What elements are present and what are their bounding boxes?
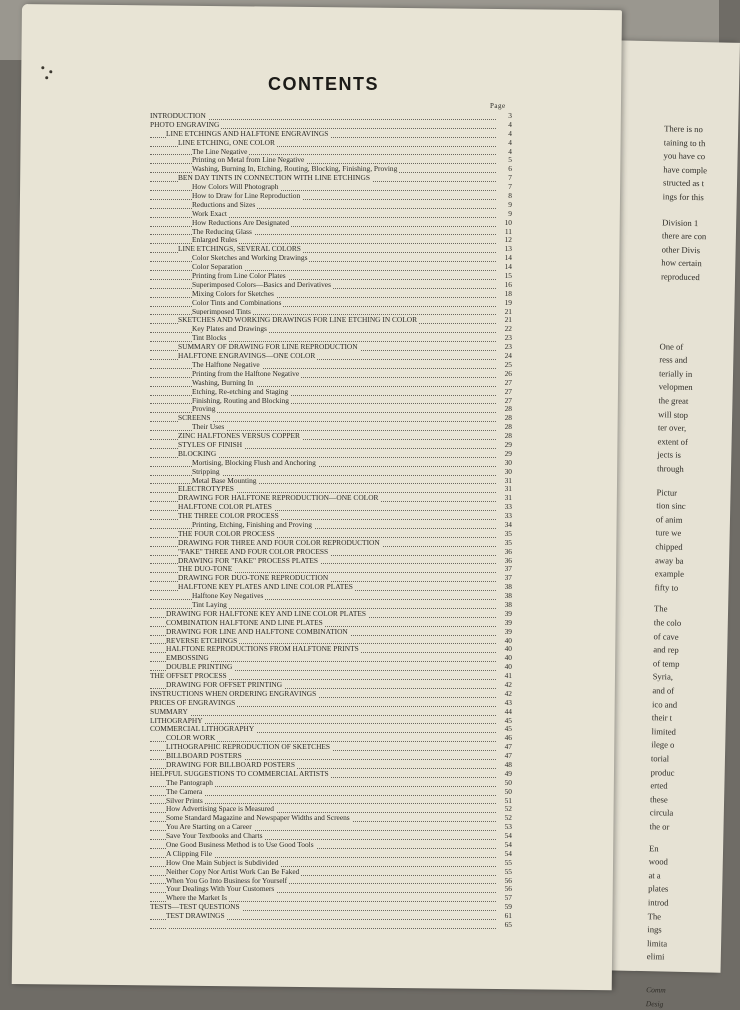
- toc-entry-page: 4: [498, 139, 512, 148]
- toc-entry-label: The Line Negative: [192, 146, 248, 156]
- toc-entry-label: How Colors Will Photograph: [192, 182, 279, 192]
- right-page-text-line: introd: [647, 897, 669, 908]
- toc-entry-page: 33: [498, 503, 512, 512]
- toc-entry-label: Your Dealings With Your Customers: [166, 884, 275, 894]
- right-page-text-line: ico and: [652, 698, 678, 710]
- toc-entry-label: COMBINATION HALFTONE AND LINE PLATES: [166, 617, 323, 627]
- right-page-text-line: the great: [658, 395, 689, 406]
- toc-entry-label: Finishing, Routing and Blocking: [192, 395, 289, 405]
- toc-entry-label: Metal Base Mounting: [192, 475, 257, 485]
- toc-entry-label: Washing, Burning In, Etching, Routing, Blocking, Finishing, Proving: [192, 164, 398, 174]
- toc-entry-page: 41: [498, 672, 512, 681]
- toc-entry-label: TEST DRAWINGS: [166, 911, 225, 921]
- toc-entry-label: DRAWING FOR DUO-TONE REPRODUCTION: [178, 573, 329, 583]
- toc-entry-label: THE DUO-TONE: [178, 564, 233, 574]
- toc-entry-label: Color Separation: [192, 262, 243, 272]
- toc-entry-page: 13: [498, 245, 512, 254]
- toc-entry-label: The Camera: [166, 786, 203, 796]
- toc-entry-page: 7: [498, 174, 512, 183]
- toc-entry-page: 30: [498, 459, 512, 468]
- toc-entry-page: 4: [498, 130, 512, 139]
- right-page-text-line: ings: [647, 924, 662, 935]
- toc-entry-label: SKETCHES AND WORKING DRAWINGS FOR LINE ETCHING IN COLOR: [178, 315, 418, 325]
- right-page-text-line: of cave: [653, 630, 679, 642]
- toc-entry-label: One Good Business Method is to Use Good Tools: [166, 840, 314, 850]
- toc-entry-page: 28: [498, 405, 512, 414]
- toc-entry-label: [166, 920, 168, 929]
- toc-entry-page: 19: [498, 299, 512, 308]
- toc-entry-label: THE OFFSET PROCESS: [150, 671, 227, 681]
- toc-entry-label: Neither Copy Nor Artist Work Can Be Faked: [166, 866, 300, 876]
- toc-entry-label: Enlarged Rules: [192, 235, 238, 245]
- toc-entry-label: Where the Market Is: [166, 893, 227, 903]
- right-page-text-line: ilege o: [651, 739, 675, 751]
- right-page-text-line: other Divis: [661, 244, 701, 255]
- toc-entry-page: 49: [498, 770, 512, 779]
- toc-entry-page: 31: [498, 494, 512, 503]
- toc-entry-label: Halftone Key Negatives: [192, 591, 264, 601]
- right-page-text-line: have comple: [663, 164, 708, 176]
- toc-entry-page: 9: [498, 210, 512, 219]
- toc-entry-page: 40: [498, 654, 512, 663]
- toc-entry-label: How One Main Subject is Subdivided: [166, 857, 279, 867]
- toc-entry-page: 5: [498, 156, 512, 165]
- toc-entry-label: COMMERCIAL LITHOGRAPHY: [150, 724, 255, 734]
- toc-entry-label: DOUBLE PRINTING: [166, 662, 233, 672]
- toc-entry-label: THE FOUR COLOR PROCESS: [178, 528, 275, 538]
- toc-entry-page: 28: [498, 423, 512, 432]
- toc-entry-label: Printing, Etching, Finishing and Proving: [192, 519, 312, 529]
- toc-entry-page: 40: [498, 645, 512, 654]
- toc-entry-page: 34: [498, 521, 512, 530]
- right-page-text-line: structed as t: [662, 177, 705, 189]
- right-page-text-line: how certain: [661, 257, 702, 269]
- toc-entry-page: 50: [498, 779, 512, 788]
- toc-entry-page: 47: [498, 743, 512, 752]
- toc-entry-page: 14: [498, 263, 512, 272]
- toc-entry-page: 21: [498, 308, 512, 317]
- ink-spot: [49, 70, 52, 73]
- toc-entry-label: Proving: [192, 404, 216, 414]
- toc-entry-label: HALFTONE REPRODUCTIONS FROM HALFTONE PRINTS: [166, 644, 359, 654]
- toc-entry-page: 38: [498, 601, 512, 610]
- toc-entry-label: Some Standard Magazine and Newspaper Widths and Screens: [166, 813, 350, 823]
- toc-entry-page: 51: [498, 797, 512, 806]
- toc-entry-page: 55: [498, 859, 512, 868]
- toc-entry-page: 21: [498, 316, 512, 325]
- toc-entry-page: 37: [498, 565, 512, 574]
- toc-entry-page: 24: [498, 352, 512, 361]
- toc-entry-page: 30: [498, 468, 512, 477]
- toc-entry-page: 53: [498, 823, 512, 832]
- toc-entry-label: LINE ETCHINGS, SEVERAL COLORS: [178, 244, 301, 254]
- toc-entry-label: DRAWING FOR "FAKE" PROCESS PLATES: [178, 555, 318, 565]
- toc-entry-label: DRAWING FOR BILLBOARD POSTERS: [166, 760, 295, 770]
- toc-entry-label: LINE ETCHING, ONE COLOR: [178, 137, 275, 147]
- toc-entry-label: SUMMARY OF DRAWING FOR LINE REPRODUCTION: [178, 342, 358, 352]
- toc-entry-page: 54: [498, 850, 512, 859]
- toc-entry-page: 3: [498, 112, 512, 121]
- toc-entry-label: HALFTONE ENGRAVINGS—ONE COLOR: [178, 351, 316, 361]
- toc-entry-label: How to Draw for Line Reproduction: [192, 191, 301, 201]
- toc-entry-label: Stripping: [192, 466, 220, 476]
- toc-entry-page: 27: [498, 397, 512, 406]
- toc-entry-label: "FAKE" THREE AND FOUR COLOR PROCESS: [178, 546, 329, 556]
- right-page-text-line: tion sinc: [656, 500, 686, 512]
- toc-entry-page: 54: [498, 832, 512, 841]
- right-page-text-line: erted: [650, 780, 668, 791]
- toc-entry-page: 22: [498, 325, 512, 334]
- right-page-text-line: you have co: [663, 150, 706, 162]
- toc-entry-label: The Halftone Negative: [192, 359, 260, 369]
- toc-entry-label: DRAWING FOR THREE AND FOUR COLOR REPRODUCTION: [178, 537, 380, 547]
- toc-entry-label: BEN DAY TINTS IN CONNECTION WITH LINE ETCHINGS: [178, 173, 370, 183]
- right-page-text-line: wood: [648, 856, 669, 867]
- toc-entry-label: THE THREE COLOR PROCESS: [178, 511, 279, 521]
- toc-entry-label: Reductions and Sizes: [192, 199, 256, 209]
- ink-spot: [45, 76, 48, 79]
- toc-entry-page: 11: [498, 228, 512, 237]
- toc-entry-label: How Reductions Are Designated: [192, 217, 290, 227]
- toc-entry-label: Work Exact: [192, 208, 227, 218]
- right-page-text-line: Comm: [646, 985, 666, 995]
- right-page-text-line: ress and: [659, 354, 688, 366]
- toc-entry-label: Silver Prints: [166, 795, 203, 805]
- right-page-text-line: limita: [646, 937, 668, 949]
- toc-entry-label: REVERSE ETCHINGS: [166, 635, 238, 645]
- toc-entry-label: The Reducing Glass: [192, 226, 252, 236]
- toc-entry-label: INSTRUCTIONS WHEN ORDERING ENGRAVINGS: [150, 688, 317, 698]
- right-page-text-line: at a: [648, 869, 661, 881]
- right-page-text-line: ings for this: [662, 191, 704, 203]
- right-page-text-line: fifty to: [654, 582, 679, 593]
- right-page-text-line: these: [650, 794, 668, 805]
- right-page-text-line: plates: [648, 883, 669, 895]
- toc-entry-page: 42: [498, 681, 512, 690]
- toc-entry-label: DRAWING FOR LINE AND HALFTONE COMBINATION: [166, 626, 348, 636]
- toc-entry-label: Their Uses: [192, 422, 225, 432]
- toc-entry-page: 16: [498, 281, 512, 290]
- toc-entry-page: 45: [498, 725, 512, 734]
- right-page-text-line: the or: [649, 821, 670, 832]
- toc-entry-label: PRICES OF ENGRAVINGS: [150, 697, 236, 707]
- toc-entry-page: 35: [498, 539, 512, 548]
- toc-entry-label: LITHOGRAPHIC REPRODUCTION OF SKETCHES: [166, 742, 331, 752]
- right-page-text-line: ter over,: [657, 422, 687, 434]
- toc-entry-page: 57: [498, 894, 512, 903]
- toc-entry-page: 4: [498, 148, 512, 157]
- toc-entry-label: LITHOGRAPHY: [150, 715, 203, 725]
- toc-entry-label: When You Go Into Business for Yourself: [166, 875, 288, 885]
- toc-entry-page: 48: [498, 761, 512, 770]
- toc-entry-page: 61: [498, 912, 512, 921]
- toc-entry-page: 6: [498, 165, 512, 174]
- right-page-text-line: limited: [651, 726, 676, 737]
- right-page-text-line: There is no: [664, 123, 703, 135]
- toc-entry-page: 36: [498, 548, 512, 557]
- toc-entry-page: 35: [498, 530, 512, 539]
- toc-entry-page: 56: [498, 885, 512, 894]
- toc-entry-label: COLOR WORK: [166, 733, 216, 743]
- toc-entry-label: Color Sketches and Working Drawings: [192, 253, 308, 263]
- right-page-text-line: ture we: [655, 527, 682, 539]
- toc-entry-label: HALFTONE COLOR PLATES: [178, 502, 272, 512]
- toc-entry-page: 47: [498, 752, 512, 761]
- right-page-text-line: and of: [652, 685, 675, 696]
- right-page-text-line: example: [654, 568, 685, 580]
- toc-entry-page: 46: [498, 734, 512, 743]
- right-page-text-line: the colo: [653, 617, 682, 628]
- toc-entry-label: Printing on Metal from Line Negative: [192, 155, 305, 165]
- toc-entry-page: 55: [498, 868, 512, 877]
- toc-entry-label: HALFTONE KEY PLATES AND LINE COLOR PLATES: [178, 582, 353, 592]
- right-page-text-line: The: [653, 603, 668, 614]
- toc-entry-page: 59: [498, 903, 512, 912]
- right-page-text-line: One of: [659, 340, 684, 352]
- toc-entry-page: 42: [498, 690, 512, 699]
- dot-leader: [150, 928, 496, 929]
- toc-entry-page: 45: [498, 717, 512, 726]
- toc-entry-page: 52: [498, 814, 512, 823]
- toc-entry-page: 52: [498, 805, 512, 814]
- toc-entry-label: INTRODUCTION: [150, 111, 206, 120]
- right-page-text-line: through: [656, 463, 684, 474]
- right-page-text-line: reproduced: [660, 271, 700, 283]
- toc-entry-label: LINE ETCHINGS AND HALFTONE ENGRAVINGS: [166, 128, 329, 138]
- toc-entry-label: PHOTO ENGRAVING: [150, 119, 220, 129]
- toc-entry-page: 27: [498, 379, 512, 388]
- toc-entry-page: 14: [498, 254, 512, 263]
- toc-entry-page: 39: [498, 628, 512, 637]
- ink-spot: [41, 66, 44, 69]
- toc-entry-label: Washing, Burning In: [192, 377, 254, 387]
- toc-entry-label: ZINC HALFTONES VERSUS COPPER: [178, 431, 300, 441]
- toc-entry-label: HELPFUL SUGGESTIONS TO COMMERCIAL ARTISTS: [150, 768, 329, 778]
- toc-entry: [150, 779, 512, 788]
- toc-entry-page: 38: [498, 592, 512, 601]
- toc-entry-label: Tint Laying: [192, 599, 227, 609]
- toc-entry: [150, 921, 512, 930]
- table-of-contents: [150, 112, 512, 930]
- right-page-text-line: chipped: [655, 541, 683, 552]
- toc-entry-page: 23: [498, 343, 512, 352]
- toc-entry-page: 31: [498, 477, 512, 486]
- right-page-text-line: taining to th: [663, 136, 706, 148]
- toc-entry-page: 39: [498, 619, 512, 628]
- toc-entry-page: 37: [498, 574, 512, 583]
- right-page-text-line: and rep: [653, 644, 679, 655]
- toc-entry-label: TESTS—TEST QUESTIONS: [150, 902, 240, 912]
- right-page-text-line: The: [647, 910, 662, 922]
- toc-entry-page: 43: [498, 699, 512, 708]
- right-page-text-line: extent of: [657, 436, 689, 447]
- toc-entry-page: 56: [498, 877, 512, 886]
- right-page-text-line: torial: [650, 753, 670, 764]
- toc-entry-label: The Pantograph: [166, 777, 213, 787]
- right-page-text-line: Desig: [645, 998, 664, 1009]
- toc-entry-label: Color Tints and Combinations: [192, 297, 282, 307]
- toc-entry-label: A Clipping File: [166, 848, 212, 858]
- toc-entry-label: DRAWING FOR HALFTONE REPRODUCTION—ONE COLOR: [178, 493, 379, 503]
- right-page-text-line: their t: [651, 712, 673, 723]
- toc-entry-page: 7: [498, 183, 512, 192]
- right-page-text-line: away ba: [655, 554, 684, 566]
- toc-entry: [150, 912, 512, 921]
- toc-entry-page: 18: [498, 290, 512, 299]
- toc-entry-page: 33: [498, 512, 512, 521]
- toc-entry-label: You Are Starting on a Career: [166, 822, 252, 832]
- toc-entry: [150, 699, 512, 708]
- toc-entry-page: 25: [498, 361, 512, 370]
- toc-entry-page: 10: [498, 219, 512, 228]
- toc-entry-label: Printing from the Halftone Negative: [192, 368, 300, 378]
- right-page-text-line: of anim: [655, 514, 683, 525]
- toc-entry-page: 8: [498, 192, 512, 201]
- toc-entry-label: Superimposed Tints: [192, 306, 251, 316]
- toc-entry-label: Etching, Re-etching and Staging: [192, 386, 289, 396]
- right-page-text-line: En: [648, 842, 659, 853]
- toc-entry-page: 36: [498, 557, 512, 566]
- toc-entry-page: 28: [498, 414, 512, 423]
- toc-entry-label: SUMMARY: [150, 706, 188, 716]
- toc-entry-page: 40: [498, 663, 512, 672]
- toc-entry-page: 23: [498, 334, 512, 343]
- toc-entry-page: 4: [498, 121, 512, 130]
- right-page-text-line: Division 1: [662, 216, 699, 228]
- toc-entry-page: 29: [498, 450, 512, 459]
- toc-entry-page: 9: [498, 201, 512, 210]
- toc-entry-page: 26: [498, 370, 512, 379]
- toc-entry-page: 50: [498, 788, 512, 797]
- toc-entry-label: STYLES OF FINISH: [178, 439, 243, 449]
- toc-entry-label: Mortising, Blocking Flush and Anchoring: [192, 457, 316, 467]
- toc-entry-label: BILLBOARD POSTERS: [166, 751, 242, 761]
- right-page-text-line: will stop: [658, 408, 689, 420]
- right-page-text-line: jects is: [657, 449, 682, 461]
- toc-entry-label: DRAWING FOR OFFSET PRINTING: [166, 680, 283, 689]
- toc-entry-label: EMBOSSING: [166, 653, 209, 663]
- toc-entry-label: Printing from Line Color Plates: [192, 271, 286, 281]
- toc-entry-label: ELECTROTYPES: [178, 484, 234, 494]
- right-page-text-line: produc: [650, 766, 675, 778]
- right-page-text-line: of temp: [652, 658, 680, 669]
- right-page-text-line: Syria,: [652, 671, 674, 683]
- right-page-text-line: terially in: [658, 368, 693, 379]
- toc-entry-page: 28: [498, 432, 512, 441]
- page-column-heading: Page: [490, 102, 506, 110]
- right-page-text-line: Pictur: [656, 486, 678, 498]
- toc-entry-label: Mixing Colors for Sketches: [192, 288, 274, 298]
- toc-entry-label: Save Your Textbooks and Charts: [166, 831, 263, 841]
- toc-entry-page: 38: [498, 583, 512, 592]
- toc-entry-page: 29: [498, 441, 512, 450]
- toc-entry-label: Tint Blocks: [192, 333, 227, 343]
- toc-entry-page: 65: [498, 921, 512, 930]
- right-page-text-line: velopmen: [658, 381, 693, 393]
- right-page-text-line: there are con: [661, 230, 707, 242]
- toc-entry-page: 12: [498, 236, 512, 245]
- toc-entry-label: Superimposed Colors—Basics and Derivatives: [192, 279, 331, 289]
- toc-entry-label: How Advertising Space is Measured: [166, 804, 274, 814]
- toc-entry-page: 27: [498, 388, 512, 397]
- right-page-text-line: elimi: [646, 951, 665, 962]
- toc-entry-page: 15: [498, 272, 512, 281]
- toc-entry-page: 31: [498, 485, 512, 494]
- toc-entry-page: 54: [498, 841, 512, 850]
- right-page-text-line: circula: [649, 807, 674, 819]
- toc-entry-label: SCREENS: [178, 413, 211, 423]
- toc-entry-page: 40: [498, 637, 512, 646]
- toc-entry-label: DRAWING FOR HALFTONE KEY AND LINE COLOR PLATES: [166, 608, 366, 618]
- toc-entry-page: 39: [498, 610, 512, 619]
- toc-entry-page: 44: [498, 708, 512, 717]
- page-title: CONTENTS: [268, 74, 379, 94]
- toc-entry-label: Key Plates and Drawings: [192, 324, 267, 334]
- toc-entry-label: BLOCKING: [178, 448, 217, 458]
